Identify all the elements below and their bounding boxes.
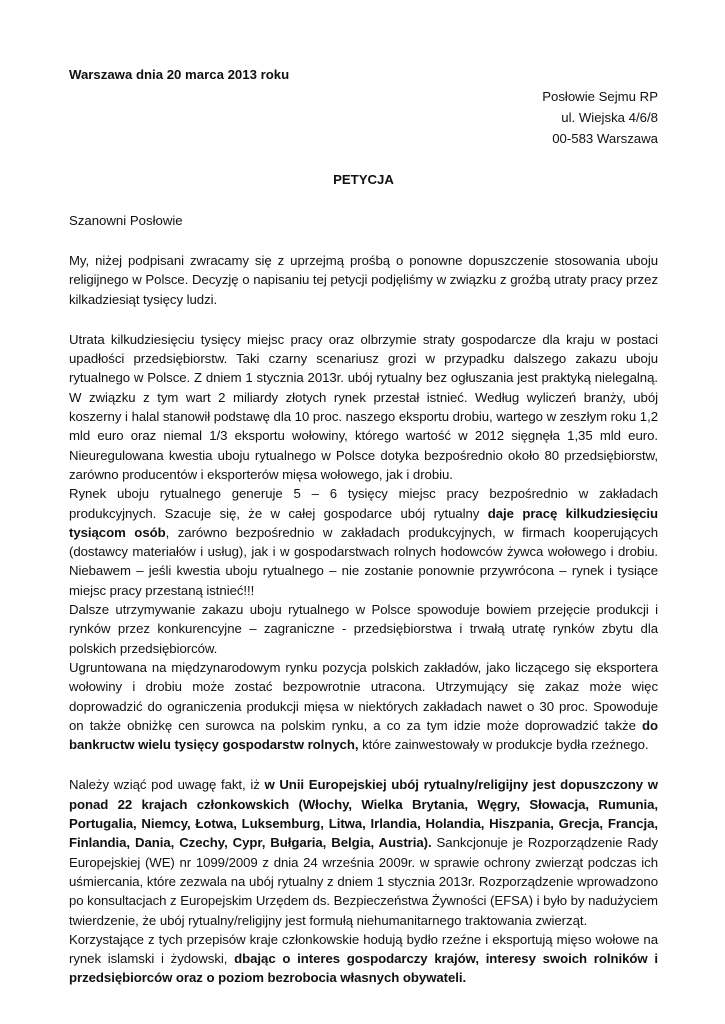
recipient-line: 00-583 Warszawa <box>552 131 658 146</box>
document-date: Warszawa dnia 20 marca 2013 roku <box>69 67 290 82</box>
text-run: Należy wziąć pod uwagę fakt, iż <box>69 777 265 793</box>
text-run: Ugruntowana na międzynarodowym rynku pozycja polskich zakładów, jako liczącego się eksportera wołowiny i drobiu może zostać bezpowrotnie utracona. Utrzymujący się zakaz może więc doprowadzić do ograniczenia produkcji mięsa w niektórych zakładach nawet o 30 proc. Spowoduje on także obniżkę cen surowca na polskim rynku, a co za tym idzie może doprowadzić także <box>69 659 658 733</box>
bold-text: dbając o interes gospodarczy krajów, interesy swoich rolników i przedsiębiorców oraz o poziom bezrobocia własnych obywateli. <box>69 951 658 986</box>
recipient-line: ul. Wiejska 4/6/8 <box>561 110 658 125</box>
text-run: Korzystające z tych przepisów kraje członkowskie hodują bydło rzeźne i eksportują mięso wołowe na rynek islamski i żydowski, <box>69 931 658 967</box>
bold-text: w Unii Europejskiej ubój rytualny/religijny jest dopuszczony w ponad 22 krajach członkowskich (Włochy, Wielka Brytania, Węgry, Słowacja, Rumunia, Portugalia, Niemcy, Łotwa, Luksemburg, Litwa, Irlandia, Holandia, Hiszpania, Grecja, Francja, Finlandia, Dania, Czechy, Cypr, Bułgaria, Belgia, Austria). <box>69 777 658 851</box>
text-run: My, niżej podpisani zwracamy się z uprzejmą prośbą o ponowne dopuszczenie stosowania uboju religijnego w Polsce. Decyzję o napisaniu tej petycji podjęliśmy w związku z groźbą utraty pracy przez kilkadziesiąt tysięcy ludzi. <box>69 253 658 307</box>
recipient-address <box>69 86 658 149</box>
text-run: Dalsze utrzymywanie zakazu uboju rytualnego w Polsce spowoduje bowiem przejęcie produkcji i rynków przez konkurencyjne – zagraniczne - przedsiębiorstwa i trwałą utratę rynków zbytu dla polskich przedsiębiorców. <box>69 602 658 656</box>
paragraph <box>69 251 658 309</box>
text-run: Sankcjonuje je Rozporządzenie Rady Europejskiej (WE) nr 1099/2009 z dnia 24 września 2009r. w sprawie ochrony zwierząt podczas ich uśmiercania, które zezwala na ubój rytualny z dniem 1 stycznia 2013r. Rozporządzenie wprowadzono po konsultacjach z Europejskim Urzędem ds. Bezpieczeństwa Żywności (EFSA) i było by nadużyciem twierdzenie, że ubój rytualny/religijny jest formułą niehumanitarnego traktowania zwierząt. <box>69 835 659 928</box>
paragraph <box>69 600 658 658</box>
bold-text: do bankructw wielu tysięcy gospodarstw rolnych, <box>69 717 658 753</box>
text-run: Rynek uboju rytualnego generuje 5 – 6 tysięcy miejsc pracy bezpośrednio w zakładach produkcyjnych. Szacuje się, że w całej gospodarce ubój rytualny <box>69 486 658 521</box>
text-run: które zainwestowały w produkcje bydła rzeźnego. <box>358 737 649 753</box>
document-title: PETYCJA <box>333 172 394 187</box>
greeting: Szanowni Posłowie <box>69 213 183 228</box>
paragraph <box>69 330 658 484</box>
bold-text: daje pracę kilkudziesięciu tysiącom osób <box>69 505 658 540</box>
paragraph <box>69 484 658 600</box>
recipient-line: Posłowie Sejmu RP <box>542 89 658 104</box>
text-run: Utrata kilkudziesięciu tysięcy miejsc pracy oraz olbrzymie straty gospodarcze dla kraju w postaci upadłości przedsiębiorstw. Taki czarny scenariusz grozi w przypadku dalszego zakazu uboju rytualnego w Polsce. Z dniem 1 stycznia 2013r. ubój rytualny bez ogłuszania jest praktyką nielegalną. W związku z tym wart 2 miliardy złotych rynek przestał istnieć. Według wyliczeń branży, ubój koszerny i halal stanowił podstawę dla 10 proc. naszego eksportu drobiu, wartego w zeszłym roku 1,2 mld euro oraz niemal 1/3 eksportu wołowiny, którego wartość w 2012 sięgnęła 1,35 mld euro. Nieuregulowana kwestia uboju rytualnego w Polsce dotyka bezpośrednio około 80 przedsiębiorstw, zarówno producentów i eksporterów mięsa wołowego, jak i drobiu. <box>69 331 658 482</box>
paragraph <box>69 775 658 929</box>
paragraph <box>69 658 658 754</box>
document-body <box>69 251 658 988</box>
text-run: , zarówno bezpośrednio w zakładach produkcyjnych, w firmach kooperujących (dostawcy materiałów i usług), jak i w gospodarstwach rolnych hodowców żywca wołowego i drobiu. Niebawem – jeśli kwestia uboju rytualnego – nie zostanie ponownie przywrócona – rynek i tysiące miejsc pracy przestaną istnieć!!! <box>69 524 658 598</box>
paragraph <box>69 930 658 988</box>
